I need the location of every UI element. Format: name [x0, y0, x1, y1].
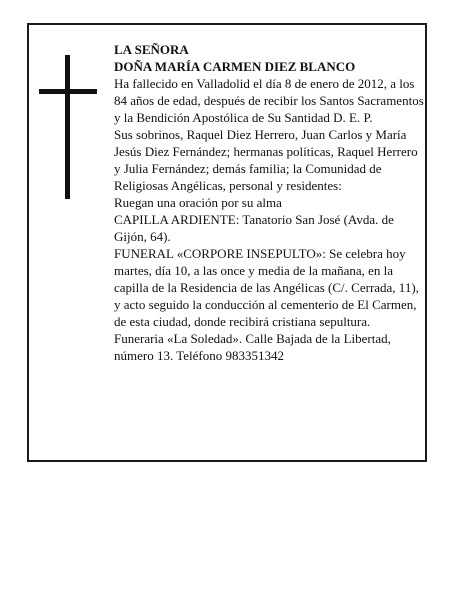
funeral-info: FUNERAL «CORPORE INSEPULTO»: Se celebra hoy martes, día 10, a las once y media de la mañana, en la capilla de la Residencia de las Angélicas (C/. Cerrada, 11), y acto seguido la conducción al cementerio de El Carmen, de esta ciudad, donde recibirá cristiana sepultura.	[114, 246, 419, 329]
family-list: Sus sobrinos, Raquel Diez Herrero, Juan Carlos y María Jesús Diez Fernández; hermanas políticas, Raquel Herrero y Julia Fernández; demás familia; la Comunidad de Religiosas Angélicas, personal y residentes:	[114, 127, 418, 193]
notice-heading: LA SEÑORA	[114, 42, 189, 57]
death-announcement: Ha fallecido en Valladolid el día 8 de enero de 2012, a los 84 años de edad, después de recibir los Santos Sacramentos y la Bendición Apostólica de Su Santidad D. E. P.	[114, 76, 424, 125]
cross-icon	[39, 55, 97, 199]
prayer-request: Ruegan una oración por su alma	[114, 195, 282, 210]
obituary-notice	[27, 23, 427, 462]
notice-text	[114, 41, 425, 364]
funeral-home-info: Funeraria «La Soledad». Calle Bajada de la Libertad, número 13. Teléfono 983351342	[114, 331, 391, 363]
deceased-name: DOÑA MARÍA CARMEN DIEZ BLANCO	[114, 59, 356, 74]
chapel-info: CAPILLA ARDIENTE: Tanatorio San José (Avda. de Gijón, 64).	[114, 212, 394, 244]
